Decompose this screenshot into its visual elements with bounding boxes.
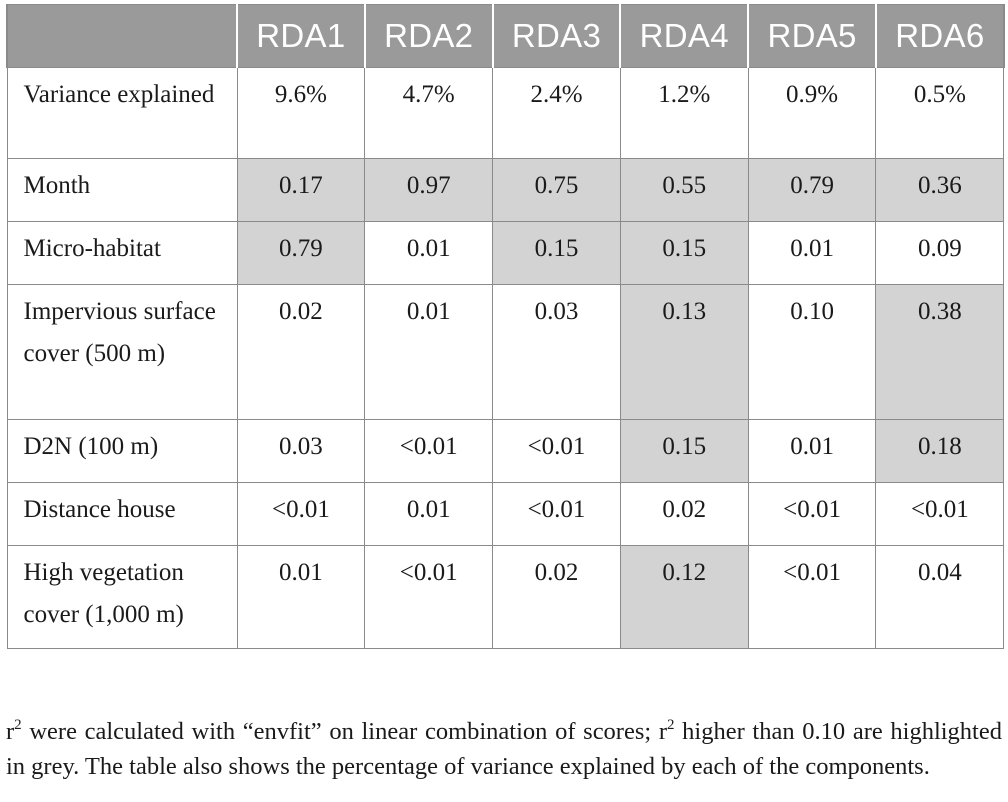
table-row [7,285,1004,420]
table-cell: 0.79 [748,159,876,222]
table-cell: 0.97 [365,159,493,222]
table-cell: <0.01 [876,483,1004,546]
table-cell: 9.6% [237,68,365,159]
table-cell: 0.5% [876,68,1004,159]
table-cell: <0.01 [748,546,876,649]
row-label: Variance explained [7,68,237,159]
table-row [7,222,1004,285]
superscript-two: 2 [667,716,675,733]
table-cell: 0.36 [876,159,1004,222]
superscript-two: 2 [14,716,22,733]
table-row [7,159,1004,222]
table-cell: 0.10 [748,285,876,420]
table-header-row [7,5,1004,68]
table-cell: 0.55 [620,159,748,222]
table-cell: 0.03 [237,420,365,483]
table-row [7,483,1004,546]
row-label: Distance house [7,483,237,546]
header-cell-rda2: RDA2 [365,5,493,68]
table-cell: <0.01 [365,546,493,649]
table-cell: <0.01 [493,420,621,483]
table-cell: 0.01 [365,285,493,420]
row-label: High vegetation cover (1,000 m) [7,546,237,649]
table-cell: <0.01 [748,483,876,546]
table-cell: 0.01 [365,483,493,546]
table-cell: 0.15 [493,222,621,285]
table-cell: 0.02 [493,546,621,649]
header-cell-rda4: RDA4 [620,5,748,68]
table-row [7,546,1004,649]
table-cell: 0.01 [748,420,876,483]
table-cell: 0.02 [237,285,365,420]
table-cell: 0.01 [748,222,876,285]
footnote-text: r [6,717,15,745]
row-label: Micro-habitat [7,222,237,285]
header-cell-empty [7,5,237,68]
table-cell: 0.09 [876,222,1004,285]
table-cell: <0.01 [365,420,493,483]
table-cell: 0.02 [620,483,748,546]
row-label: Month [7,159,237,222]
table-cell: 4.7% [365,68,493,159]
footnote-text: higher than 0.10 are highlighted in grey. The table also shows the percentage of variance explained by each of the components. [6,717,1002,780]
table-cell: 0.04 [876,546,1004,649]
table-cell: 0.17 [237,159,365,222]
table-cell: 0.9% [748,68,876,159]
header-cell-rda5: RDA5 [748,5,876,68]
table-cell: 0.01 [237,546,365,649]
table-cell: 0.38 [876,285,1004,420]
footnote-text: were calculated with “envfit” on linear combination of scores; r [21,717,668,745]
header-cell-rda6: RDA6 [876,5,1004,68]
table-row [7,68,1004,159]
table-cell: 0.18 [876,420,1004,483]
table-cell: 0.15 [620,222,748,285]
header-cell-rda1: RDA1 [237,5,365,68]
results-table-container [6,4,1003,649]
table-cell: 0.03 [493,285,621,420]
rda-results-table [6,4,1005,649]
header-cell-rda3: RDA3 [493,5,621,68]
row-label: D2N (100 m) [7,420,237,483]
table-cell: 0.15 [620,420,748,483]
table-cell: 0.13 [620,285,748,420]
table-row [7,420,1004,483]
table-footnote [6,714,1002,784]
table-cell: 2.4% [493,68,621,159]
table-cell: 0.12 [620,546,748,649]
table-cell: 1.2% [620,68,748,159]
table-cell: 0.01 [365,222,493,285]
row-label: Impervious surface cover (500 m) [7,285,237,420]
table-cell: 0.75 [493,159,621,222]
table-cell: 0.79 [237,222,365,285]
table-cell: <0.01 [493,483,621,546]
table-cell: <0.01 [237,483,365,546]
